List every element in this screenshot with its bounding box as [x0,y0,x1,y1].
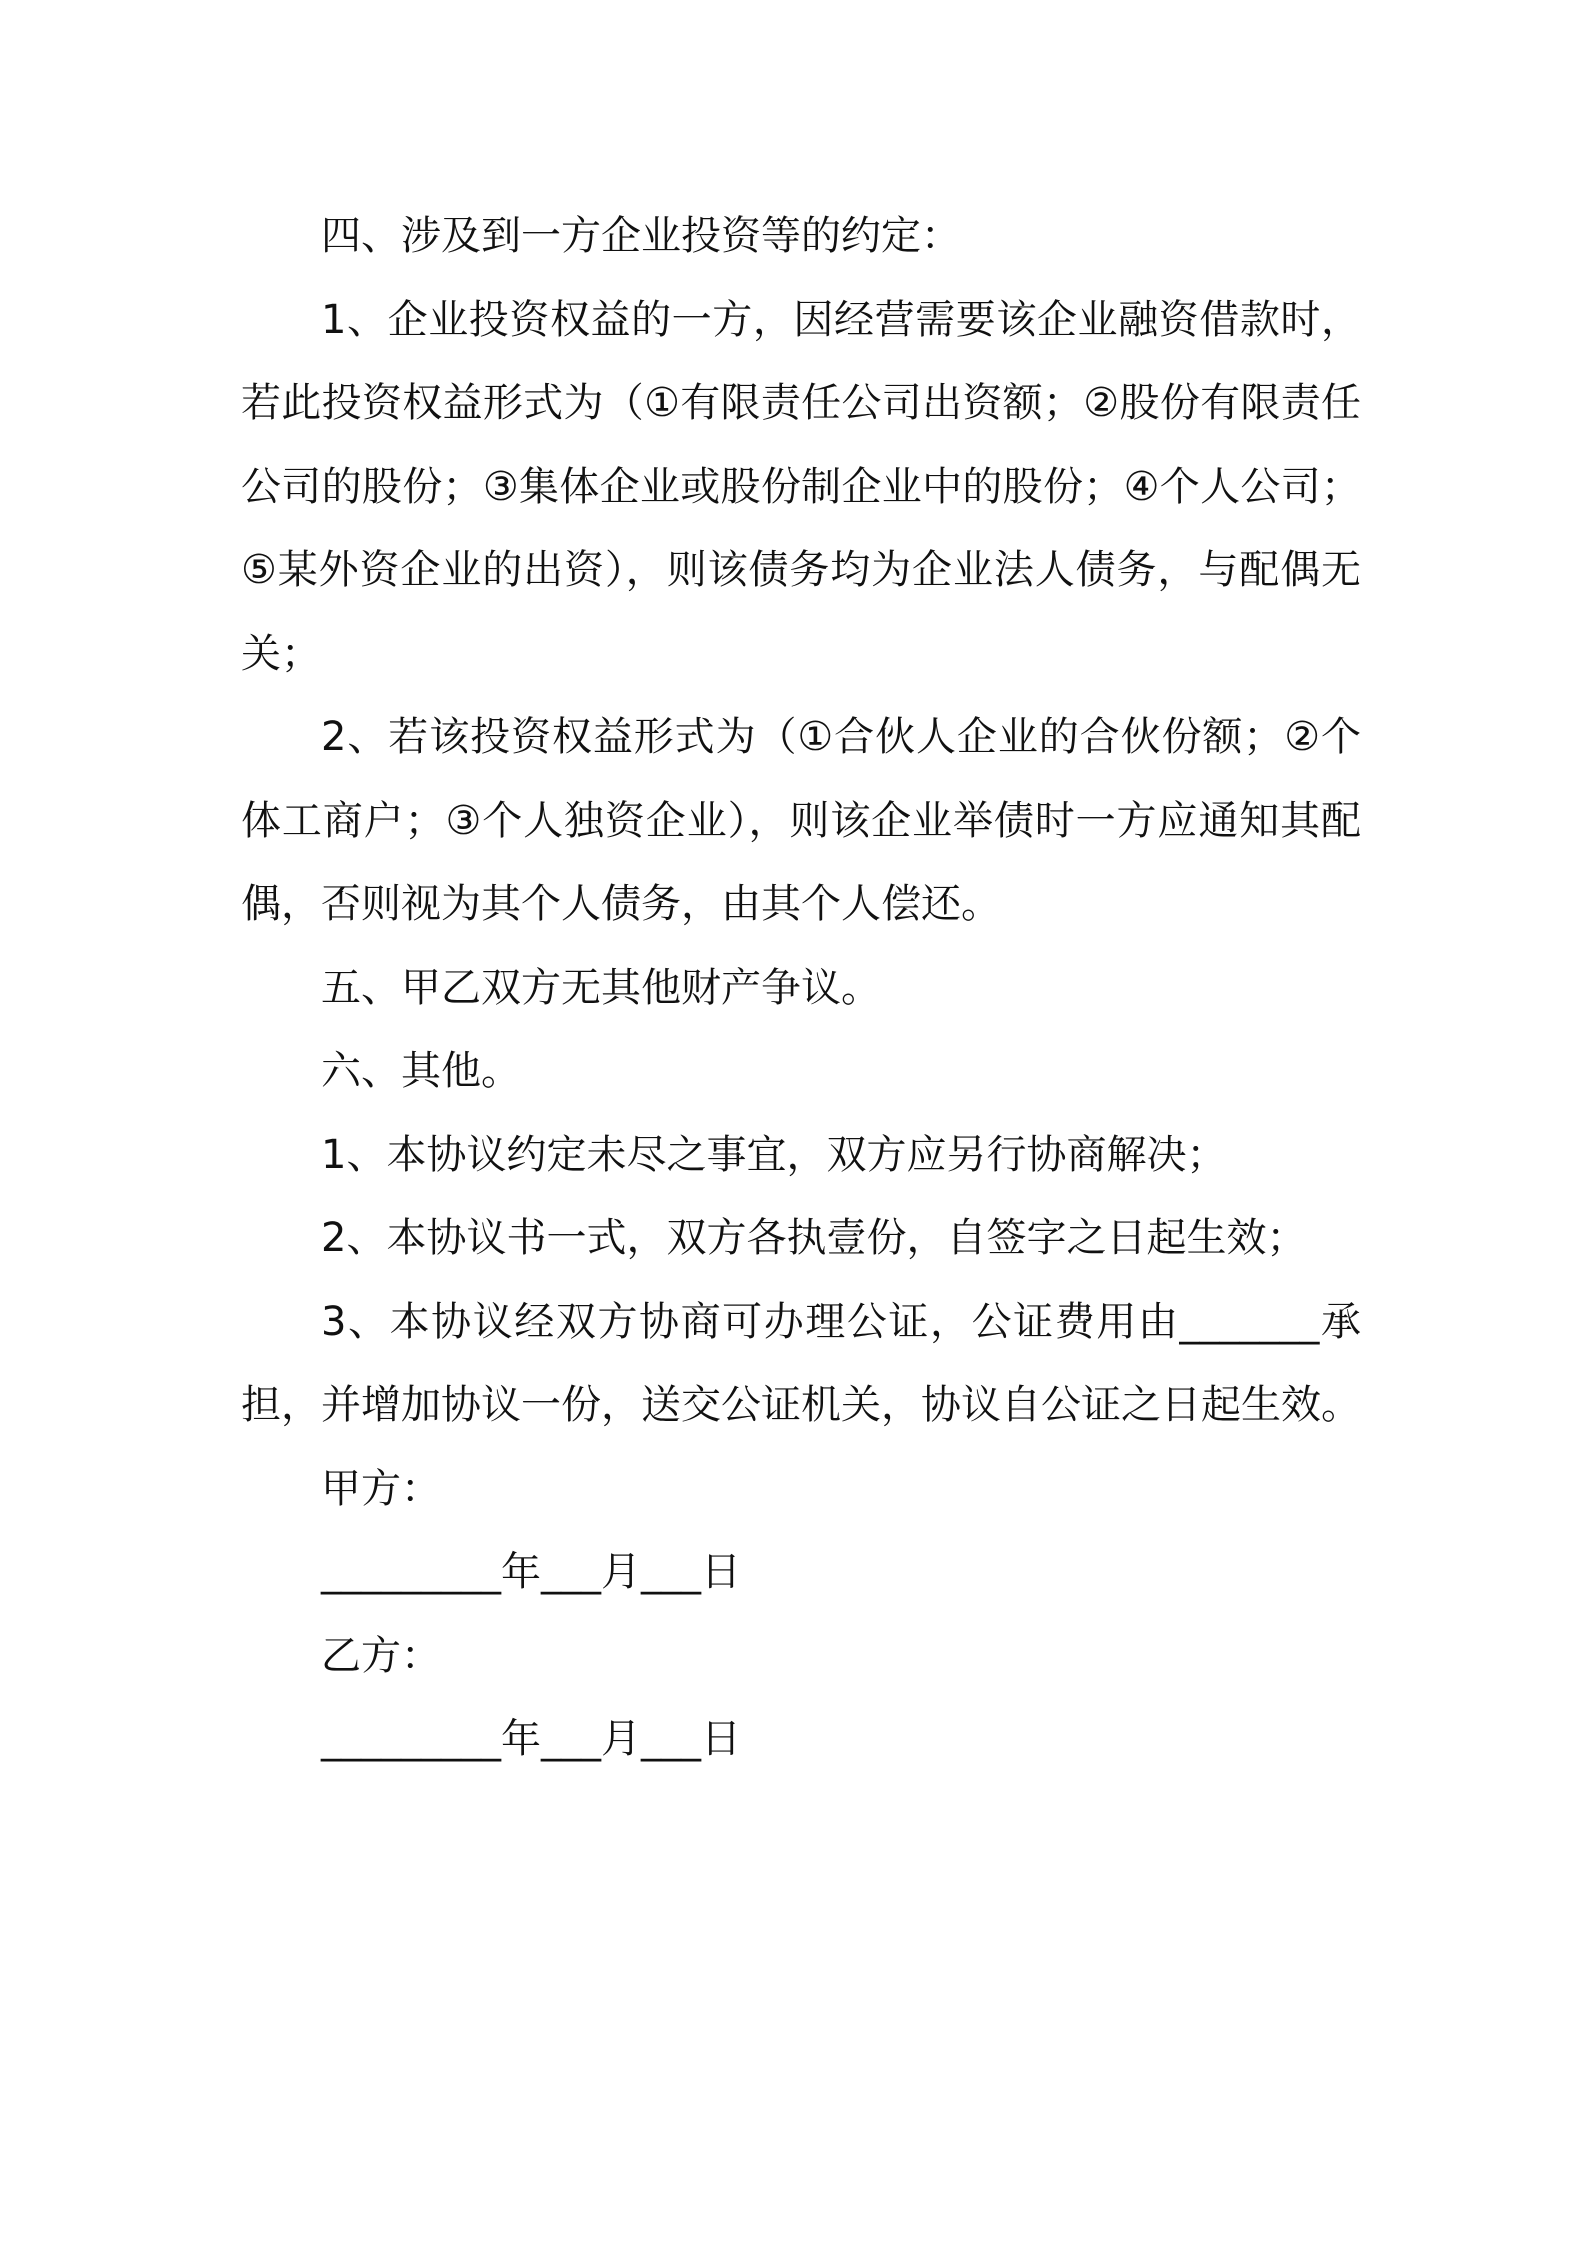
party-a-date-line: _________年___月___日 [321,1549,741,1595]
section-five-heading: 五、甲乙双方无其他财产争议。 [321,964,881,1011]
party-b-date-line: _________年___月___日 [321,1716,741,1762]
section-four-heading: 四、涉及到一方企业投资等的约定： [321,213,961,259]
section-six-heading: 六、其他。 [321,1048,521,1094]
clause-6-3: 3、本协议经双方协商可办理公证，公证费用由_______承担，并增加协议一份，送交公证机关，协议自公证之日起生效。 [241,1298,1361,1428]
party-a-label: 甲方： [321,1465,441,1512]
document-body [241,195,1361,1782]
party-b-label: 乙方： [321,1632,441,1679]
clause-6-2: 2、本协议书一式，双方各执壹份，自签字之日起生效； [321,1215,1307,1261]
clause-6-1: 1、本协议约定未尽之事宜，双方应另行协商解决； [321,1131,1227,1178]
clause-4-1: 1、企业投资权益的一方，因经营需要该企业融资借款时，若此投资权益形式为（①有限责任公司出资额；②股份有限责任公司的股份；③集体企业或股份制企业中的股份；④个人公司；⑤某外资企业的出资），则该债务均为企业法人债务，与配偶无关； [241,296,1361,677]
clause-4-2: 2、若该投资权益形式为（①合伙人企业的合伙份额；②个体工商户；③个人独资企业），则该企业举债时一方应通知其配偶，否则视为其个人债务，由其个人偿还。 [241,714,1361,927]
